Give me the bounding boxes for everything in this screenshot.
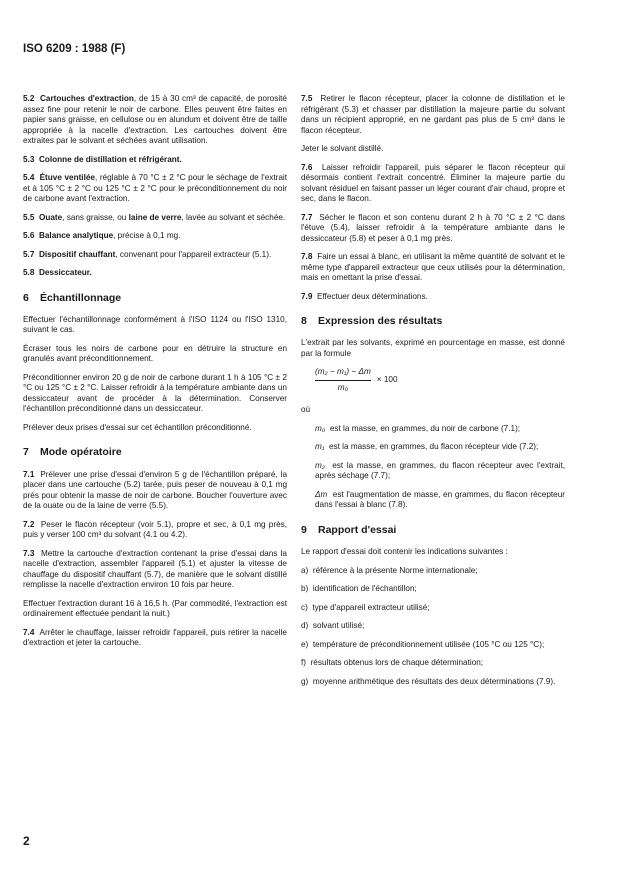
clause-7-6: [301, 163, 565, 205]
clause-title: Dessiccateur.: [38, 268, 92, 277]
clause-5-7: [23, 250, 287, 261]
definition-symbol: m₂: [315, 460, 325, 470]
section-9-heading: [301, 524, 565, 537]
clause-number: 7.3: [23, 548, 35, 558]
definition-item: [301, 490, 565, 511]
clause-number: 5.5: [23, 212, 35, 222]
clause-7-4: [23, 628, 287, 649]
clause-text: Peser le flacon récepteur (voir 5.1), propre et sec, à 0,1 mg près, puis y verser 100 cm³ du solvant (4.1 ou 4.2).: [23, 519, 287, 540]
section-8-heading: [301, 315, 565, 328]
clause-text: Arrêter le chauffage, laisser refroidir l'appareil, puis retirer la nacelle d'extraction et jeter la cartouche.: [23, 627, 287, 648]
definition-symbol: m₀: [315, 423, 326, 433]
clause-number: 7.4: [23, 627, 35, 637]
definition-item: [301, 442, 565, 453]
left-column: [23, 94, 287, 657]
definition-text: est l'augmentation de masse, en grammes, du flacon récepteur dans l'essai à blanc (7.8).: [315, 489, 565, 510]
formula-denominator: m₀: [337, 382, 349, 392]
clause-7-9: [301, 292, 565, 303]
clause-5-6: [23, 231, 287, 242]
paragraph: L'extrait par les solvants, exprimé en pourcentage en masse, est donné par la formule: [301, 338, 565, 358]
clause-title-2: laine de verre: [128, 212, 182, 222]
fraction: [315, 367, 371, 393]
list-item-text: moyenne arithmétique des résultats des deux déterminations (7.9).: [312, 676, 556, 686]
list-item-label: c): [301, 602, 308, 612]
definition-item: [301, 461, 565, 482]
list-item: [301, 566, 565, 577]
clause-5-3: [23, 155, 287, 166]
clause-5-5: [23, 213, 287, 224]
clause-number: 7.2: [23, 519, 35, 529]
clause-7-8: [301, 252, 565, 284]
definition-symbol: m₁: [315, 442, 325, 452]
list-item-text: type d'appareil extracteur utilisé;: [312, 602, 430, 612]
report-items-list: [301, 566, 565, 688]
clause-7-5: [301, 94, 565, 136]
clause-5-2: [23, 94, 287, 147]
list-item: [301, 677, 565, 688]
clause-number: 5.7: [23, 249, 35, 259]
clause-text: Laisser refroidir l'appareil, puis séparer le flacon récepteur qui désormais contient l'extrait concentré. Éliminer la majeure partie du solvant résiduel en faisant passer un léger courant d'air chaud, propre et sec, dans le flacon.: [301, 162, 565, 203]
clause-number: 5.8: [23, 268, 35, 277]
list-item-label: a): [301, 565, 309, 575]
clause-number: 7.6: [301, 162, 313, 172]
definition-item: [301, 424, 565, 435]
clause-title: Ouate: [38, 212, 63, 222]
section-title: Expression des résultats: [318, 315, 443, 327]
clause-5-8: [23, 268, 287, 279]
formula: [315, 367, 565, 393]
clause-title: Colonne de distillation et réfrigérant.: [38, 154, 182, 164]
list-item: [301, 640, 565, 651]
clause-title: Balance analytique: [38, 231, 114, 240]
clause-text: , de 15 à 30 cm³ de capacité, de porosité assez fine pour retenir le noir de carbone. Elles peuvent être faites en papier sans graisse, en cellulose ou en alundum et doivent être de taille appropriée à la nacelle d'extraction. Les cartouches doivent être extraites par le solvant et séchées avant utilisation.: [23, 94, 287, 145]
formula-numerator: (m₂ − m₁) − Δm: [315, 367, 371, 377]
clause-number: 5.6: [23, 231, 35, 240]
list-item: [301, 603, 565, 614]
clause-number: 7.1: [23, 469, 35, 479]
paragraph: Prélever deux prises d'essai sur cet échantillon préconditionné.: [23, 422, 252, 432]
paragraph: Le rapport d'essai doit contenir les indications suivantes :: [301, 547, 508, 557]
clause-text: Sécher le flacon et son contenu durant 2 h à 70 °C ± 2 °C dans l'étuve (5.4), laisser refroidir à la température ambiante dans le dessiccateur (5.8) et peser à 0,1 mg près.: [301, 212, 565, 243]
clause-text: Mettre la cartouche d'extraction contenant la prise d'essai dans la nacelle d'extraction, assembler l'appareil (5.1) et ajuster la vitesse de chauffage du dispositif chauffant (5.7), de manière que le solvant distillé remplisse la nacelle d'extraction environ 10 fois par heure.: [23, 548, 287, 590]
section-title: Rapport d'essai: [318, 523, 397, 536]
list-item-label: d): [301, 621, 309, 631]
definition-list: [301, 424, 565, 511]
list-item-label: b): [301, 584, 309, 594]
clause-7-2: [23, 520, 287, 541]
right-column: [301, 94, 565, 695]
document-header: ISO 6209 : 1988 (F): [23, 43, 126, 55]
definition-text: est la masse, en grammes, du flacon récepteur avec l'extrait, après séchage (7.7);: [315, 460, 565, 481]
clause-text-2: , lavée au solvant et séchée.: [181, 212, 286, 222]
clause-7-1: [23, 470, 287, 512]
list-item-text: identification de l'échantillon;: [312, 584, 417, 594]
clause-title: Dispositif chauffant: [38, 249, 116, 259]
clause-text: , sans graisse, ou: [62, 212, 129, 222]
definition-text: est la masse, en grammes, du noir de carbone (7.1);: [329, 423, 521, 433]
list-item-text: température de préconditionnement utilisée (105 °C ou 125 °C);: [312, 639, 545, 649]
list-item-text: résultats obtenus lors de chaque détermination;: [310, 658, 484, 668]
section-number: 6: [23, 291, 29, 304]
clause-number: 7.8: [301, 252, 313, 261]
definition-text: est la masse, en grammes, du flacon récepteur vide (7.2);: [328, 442, 539, 452]
list-item-label: f): [301, 658, 307, 668]
clause-text: Effectuer deux déterminations.: [316, 291, 428, 301]
clause-number: 7.9: [301, 291, 313, 301]
fraction-bar: [315, 380, 371, 381]
list-item-text: solvant utilisé;: [312, 621, 365, 631]
clause-number: 7.5: [301, 94, 313, 103]
paragraph: où: [301, 405, 311, 415]
definition-symbol: Δm: [315, 489, 328, 499]
clause-number: 5.3: [23, 154, 35, 164]
list-item: [301, 584, 565, 595]
paragraph: Jeter le solvant distillé.: [301, 144, 384, 153]
clause-number: 5.2: [23, 94, 35, 103]
section-6-heading: [23, 292, 287, 305]
paragraph: Écraser tous les noirs de carbone pour en détruire la structure en granulés avant préconditionnement.: [23, 343, 287, 364]
clause-7-3: [23, 549, 287, 591]
paragraph: Préconditionner environ 20 g de noir de carbone durant 1 h à 105 °C ± 2 °C ou 125 °C ± 2 °C. Laisser refroidir à la température ambiante dans un dessiccateur avant de procéder à la détermination. Conserver l'échantillon préconditionné dans un dessiccateur.: [23, 372, 287, 414]
list-item-label: e): [301, 639, 309, 649]
section-title: Échantillonnage: [40, 291, 122, 304]
list-item-label: g): [301, 676, 309, 686]
clause-7-7: [301, 213, 565, 245]
list-item-text: référence à la présente Norme internationale;: [312, 565, 478, 575]
clause-number: 7.7: [301, 212, 313, 222]
clause-5-4: [23, 173, 287, 205]
clause-text: Retirer le flacon récepteur, placer la colonne de distillation et le réfrigérant (5.3) et chasser par distillation la majeure partie du solvant dans un récipient approprié, en ne gardant pas plus de 5 cm³ dans le flacon récepteur.: [301, 94, 565, 135]
clause-text: , réglable à 70 °C ± 2 °C pour le séchage de l'extrait et à 105 °C ± 2 °C ou 125 °C ± 2 °C pour le préconditionnement du noir de carbone avant l'extraction.: [23, 173, 287, 203]
section-title: Mode opératoire: [40, 446, 122, 459]
clause-text: , précise à 0,1 mg.: [113, 231, 181, 240]
clause-title: Cartouches d'extraction: [39, 94, 134, 103]
page-number: 2: [23, 834, 30, 848]
paragraph: Effectuer l'extraction durant 16 à 16,5 h. (Par commodité, l'extraction est ordinairement effectuée pendant la nuit.): [23, 598, 287, 619]
paragraph: Effectuer l'échantillonnage conformément à l'ISO 1124 ou l'ISO 1310, suivant le cas.: [23, 314, 287, 335]
section-7-heading: [23, 446, 287, 459]
clause-text: Faire un essai à blanc, en utilisant la même quantité de solvant et le même type d'appareil extracteur que ceux utilisés pour la détermination, mais en omettant la prise d'essai.: [301, 252, 565, 282]
section-number: 7: [23, 446, 29, 459]
clause-number: 5.4: [23, 173, 35, 182]
list-item: [301, 658, 565, 669]
clause-text: , convenant pour l'appareil extracteur (5.1).: [115, 249, 272, 259]
list-item: [301, 621, 565, 632]
formula-factor: × 100: [376, 375, 398, 385]
clause-title: Étuve ventilée: [39, 173, 95, 182]
clause-text: Prélever une prise d'essai d'environ 5 g de l'échantillon préparé, la placer dans une cartouche (5.2) tarée, puis peser de nouveau à 0,1 mg près pour obtenir la masse de noir de carbone. Boucher l'ouverture avec de la ouate ou de la laine de verre (5.5).: [23, 469, 287, 511]
section-number: 9: [301, 523, 307, 536]
section-number: 8: [301, 315, 307, 327]
